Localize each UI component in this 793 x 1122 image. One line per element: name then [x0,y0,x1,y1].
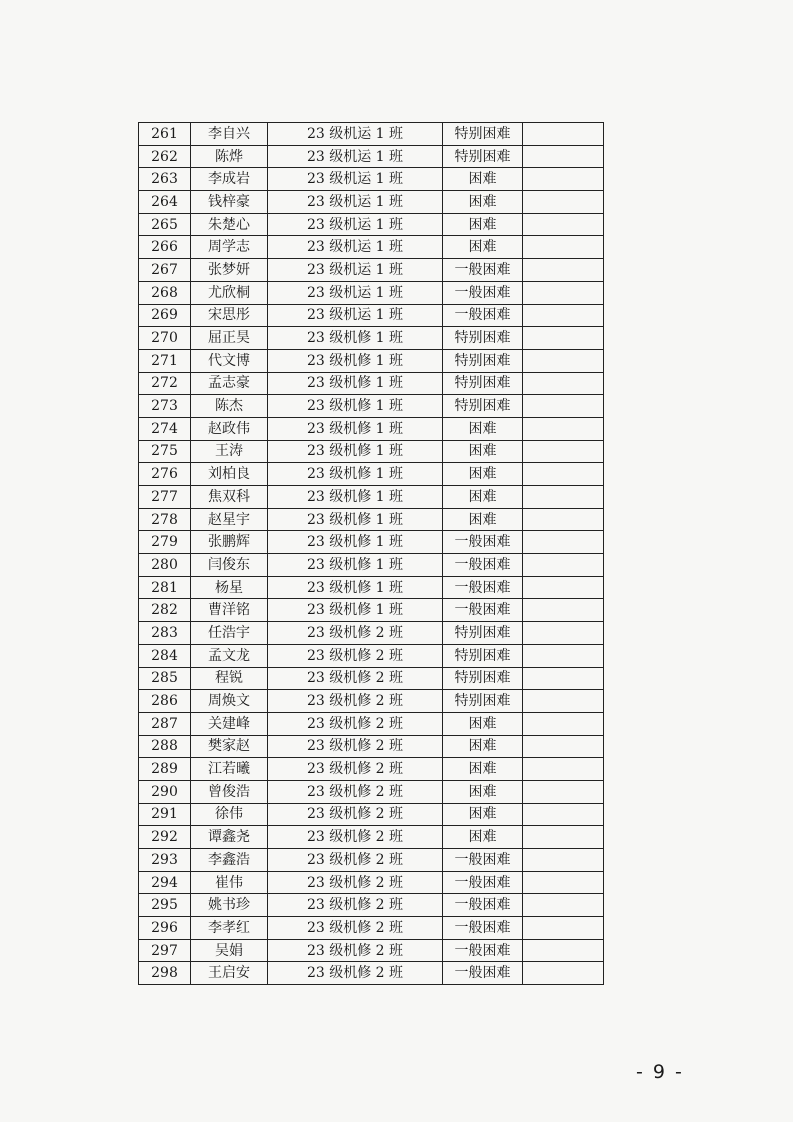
row-number: 273 [139,395,191,418]
table-row [139,463,604,486]
student-name: 尤欣桐 [191,281,268,304]
row-number: 293 [139,849,191,872]
difficulty-level: 一般困难 [443,917,523,940]
table-row [139,145,604,168]
table-row [139,213,604,236]
empty-cell [523,191,604,214]
class-name: 23 级机修 2 班 [268,803,443,826]
empty-cell [523,304,604,327]
difficulty-level: 一般困难 [443,576,523,599]
empty-cell [523,372,604,395]
row-number: 278 [139,508,191,531]
student-name: 陈杰 [191,395,268,418]
class-name: 23 级机修 2 班 [268,894,443,917]
empty-cell [523,735,604,758]
empty-cell [523,667,604,690]
class-name: 23 级机修 2 班 [268,667,443,690]
student-name: 屈正昊 [191,327,268,350]
student-name: 代文博 [191,349,268,372]
difficulty-level: 困难 [443,735,523,758]
difficulty-level: 一般困难 [443,894,523,917]
class-name: 23 级机修 2 班 [268,780,443,803]
difficulty-level: 困难 [443,826,523,849]
class-name: 23 级机修 2 班 [268,622,443,645]
student-name: 周焕文 [191,690,268,713]
row-number: 267 [139,259,191,282]
class-name: 23 级机修 2 班 [268,849,443,872]
class-name: 23 级机修 2 班 [268,644,443,667]
empty-cell [523,168,604,191]
empty-cell [523,123,604,146]
row-number: 291 [139,803,191,826]
empty-cell [523,939,604,962]
empty-cell [523,508,604,531]
class-name: 23 级机修 2 班 [268,962,443,985]
row-number: 286 [139,690,191,713]
table-row [139,667,604,690]
row-number: 290 [139,780,191,803]
row-number: 276 [139,463,191,486]
class-name: 23 级机修 2 班 [268,939,443,962]
empty-cell [523,917,604,940]
class-name: 23 级机运 1 班 [268,213,443,236]
table-row [139,576,604,599]
row-number: 265 [139,213,191,236]
row-number: 264 [139,191,191,214]
student-name: 张梦妍 [191,259,268,282]
row-number: 295 [139,894,191,917]
table-row [139,417,604,440]
student-name: 赵星宇 [191,508,268,531]
class-name: 23 级机修 1 班 [268,395,443,418]
table-row [139,622,604,645]
table-row [139,939,604,962]
difficulty-level: 一般困难 [443,599,523,622]
table-row [139,372,604,395]
empty-cell [523,894,604,917]
student-name: 赵政伟 [191,417,268,440]
table-row [139,168,604,191]
class-name: 23 级机修 2 班 [268,690,443,713]
class-name: 23 级机运 1 班 [268,304,443,327]
class-name: 23 级机修 1 班 [268,599,443,622]
difficulty-level: 一般困难 [443,531,523,554]
difficulty-level: 困难 [443,168,523,191]
table-row [139,735,604,758]
student-roster-table [138,122,604,985]
table-row [139,508,604,531]
class-name: 23 级机修 1 班 [268,508,443,531]
class-name: 23 级机运 1 班 [268,259,443,282]
empty-cell [523,440,604,463]
table-row [139,758,604,781]
student-name: 朱楚心 [191,213,268,236]
empty-cell [523,395,604,418]
student-name: 曹洋铭 [191,599,268,622]
empty-cell [523,780,604,803]
difficulty-level: 特别困难 [443,349,523,372]
student-name: 程锐 [191,667,268,690]
difficulty-level: 特别困难 [443,690,523,713]
table-row [139,349,604,372]
difficulty-level: 困难 [443,803,523,826]
row-number: 277 [139,486,191,509]
student-name: 关建峰 [191,712,268,735]
difficulty-level: 困难 [443,191,523,214]
class-name: 23 级机修 1 班 [268,531,443,554]
row-number: 272 [139,372,191,395]
student-name: 任浩宇 [191,622,268,645]
empty-cell [523,213,604,236]
table-row [139,554,604,577]
class-name: 23 级机修 1 班 [268,486,443,509]
table-row [139,849,604,872]
row-number: 270 [139,327,191,350]
table-row [139,259,604,282]
row-number: 274 [139,417,191,440]
row-number: 271 [139,349,191,372]
row-number: 268 [139,281,191,304]
empty-cell [523,281,604,304]
table-row [139,395,604,418]
empty-cell [523,758,604,781]
table-row [139,123,604,146]
row-number: 281 [139,576,191,599]
table-row [139,803,604,826]
student-name: 杨星 [191,576,268,599]
difficulty-level: 特别困难 [443,667,523,690]
difficulty-level: 特别困难 [443,327,523,350]
empty-cell [523,145,604,168]
difficulty-level: 特别困难 [443,123,523,146]
table-row [139,712,604,735]
difficulty-level: 一般困难 [443,871,523,894]
row-number: 288 [139,735,191,758]
class-name: 23 级机修 1 班 [268,372,443,395]
student-name: 闫俊东 [191,554,268,577]
row-number: 298 [139,962,191,985]
student-name: 谭鑫尧 [191,826,268,849]
empty-cell [523,712,604,735]
class-name: 23 级机修 1 班 [268,417,443,440]
table-row [139,327,604,350]
student-name: 樊家赵 [191,735,268,758]
difficulty-level: 一般困难 [443,281,523,304]
empty-cell [523,576,604,599]
table-row [139,917,604,940]
empty-cell [523,622,604,645]
empty-cell [523,531,604,554]
student-name: 王涛 [191,440,268,463]
class-name: 23 级机修 1 班 [268,327,443,350]
class-name: 23 级机运 1 班 [268,123,443,146]
class-name: 23 级机运 1 班 [268,281,443,304]
row-number: 292 [139,826,191,849]
class-name: 23 级机运 1 班 [268,168,443,191]
difficulty-level: 困难 [443,463,523,486]
difficulty-level: 困难 [443,417,523,440]
student-name: 徐伟 [191,803,268,826]
student-name: 钱梓豪 [191,191,268,214]
class-name: 23 级机修 2 班 [268,712,443,735]
student-name: 陈烨 [191,145,268,168]
table-row [139,894,604,917]
class-name: 23 级机修 1 班 [268,349,443,372]
difficulty-level: 困难 [443,440,523,463]
table-row [139,191,604,214]
difficulty-level: 特别困难 [443,372,523,395]
row-number: 282 [139,599,191,622]
difficulty-level: 一般困难 [443,304,523,327]
empty-cell [523,259,604,282]
class-name: 23 级机修 1 班 [268,554,443,577]
roster-body [139,123,604,985]
class-name: 23 级机修 1 班 [268,440,443,463]
difficulty-level: 困难 [443,213,523,236]
empty-cell [523,486,604,509]
student-name: 李成岩 [191,168,268,191]
difficulty-level: 一般困难 [443,554,523,577]
empty-cell [523,463,604,486]
row-number: 283 [139,622,191,645]
empty-cell [523,644,604,667]
difficulty-level: 困难 [443,508,523,531]
empty-cell [523,962,604,985]
row-number: 289 [139,758,191,781]
row-number: 284 [139,644,191,667]
student-name: 孟文龙 [191,644,268,667]
row-number: 285 [139,667,191,690]
table-row [139,690,604,713]
difficulty-level: 一般困难 [443,939,523,962]
class-name: 23 级机修 1 班 [268,576,443,599]
row-number: 269 [139,304,191,327]
empty-cell [523,871,604,894]
student-name: 周学志 [191,236,268,259]
difficulty-level: 困难 [443,712,523,735]
class-name: 23 级机修 2 班 [268,758,443,781]
empty-cell [523,554,604,577]
difficulty-level: 特别困难 [443,644,523,667]
student-name: 刘柏良 [191,463,268,486]
class-name: 23 级机修 2 班 [268,871,443,894]
table-row [139,644,604,667]
difficulty-level: 困难 [443,758,523,781]
empty-cell [523,826,604,849]
row-number: 279 [139,531,191,554]
empty-cell [523,327,604,350]
difficulty-level: 一般困难 [443,259,523,282]
table-row [139,486,604,509]
empty-cell [523,599,604,622]
difficulty-level: 一般困难 [443,849,523,872]
student-name: 崔伟 [191,871,268,894]
difficulty-level: 一般困难 [443,962,523,985]
table-row [139,304,604,327]
student-name: 孟志豪 [191,372,268,395]
table-row [139,826,604,849]
table-row [139,962,604,985]
difficulty-level: 困难 [443,236,523,259]
row-number: 261 [139,123,191,146]
row-number: 280 [139,554,191,577]
table-row [139,531,604,554]
class-name: 23 级机运 1 班 [268,191,443,214]
row-number: 296 [139,917,191,940]
class-name: 23 级机运 1 班 [268,236,443,259]
student-name: 姚书珍 [191,894,268,917]
table-row [139,281,604,304]
empty-cell [523,849,604,872]
table-row [139,599,604,622]
student-name: 吴娟 [191,939,268,962]
table-row [139,871,604,894]
student-name: 李自兴 [191,123,268,146]
class-name: 23 级机修 2 班 [268,917,443,940]
row-number: 287 [139,712,191,735]
row-number: 294 [139,871,191,894]
empty-cell [523,236,604,259]
table-row [139,236,604,259]
difficulty-level: 特别困难 [443,622,523,645]
difficulty-level: 特别困难 [443,395,523,418]
student-name: 李孝红 [191,917,268,940]
table-row [139,440,604,463]
empty-cell [523,417,604,440]
empty-cell [523,349,604,372]
class-name: 23 级机修 2 班 [268,735,443,758]
row-number: 262 [139,145,191,168]
student-name: 李鑫浩 [191,849,268,872]
student-name: 曾俊浩 [191,780,268,803]
student-name: 张鹏辉 [191,531,268,554]
empty-cell [523,690,604,713]
table-row [139,780,604,803]
student-name: 宋思彤 [191,304,268,327]
difficulty-level: 困难 [443,486,523,509]
difficulty-level: 困难 [443,780,523,803]
row-number: 297 [139,939,191,962]
class-name: 23 级机运 1 班 [268,145,443,168]
row-number: 263 [139,168,191,191]
difficulty-level: 特别困难 [443,145,523,168]
student-name: 王启安 [191,962,268,985]
class-name: 23 级机修 2 班 [268,826,443,849]
empty-cell [523,803,604,826]
page-number: - 9 - [636,1061,684,1083]
student-name: 焦双科 [191,486,268,509]
row-number: 266 [139,236,191,259]
row-number: 275 [139,440,191,463]
student-name: 江若曦 [191,758,268,781]
class-name: 23 级机修 1 班 [268,463,443,486]
